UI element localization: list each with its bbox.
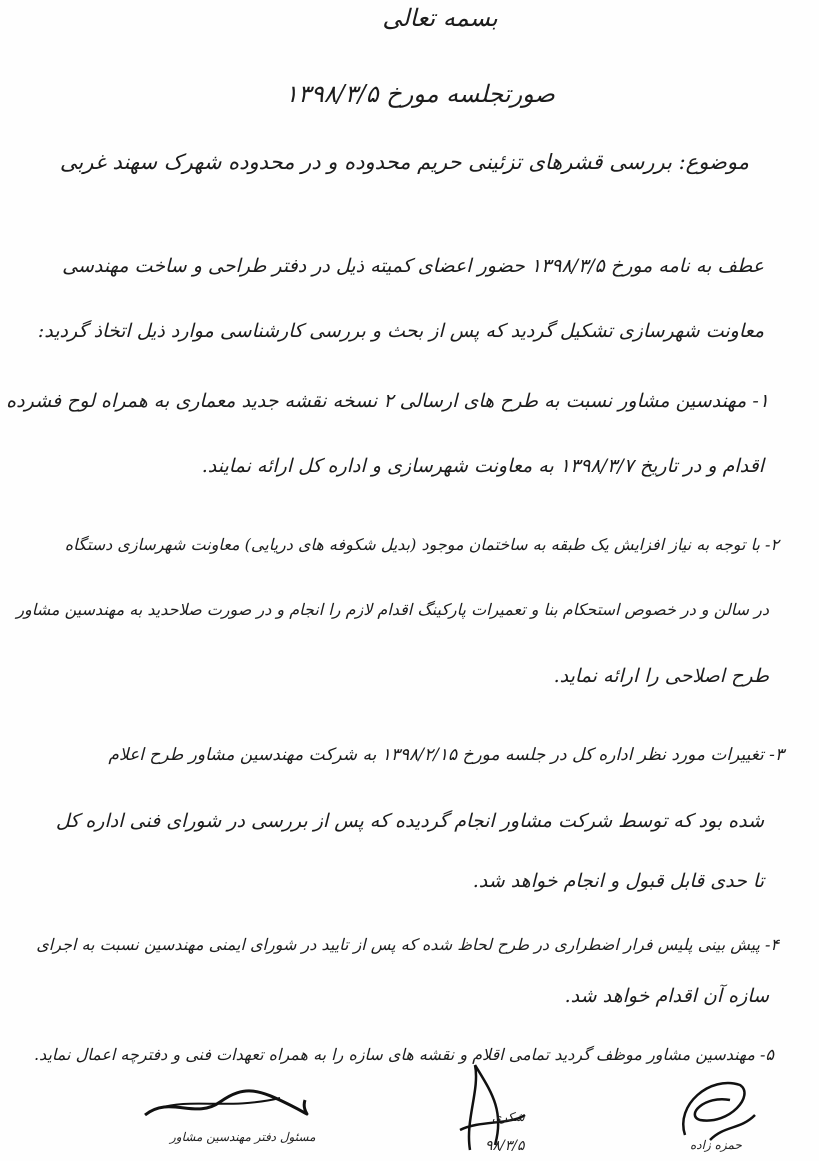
- signature-left: [140, 1080, 310, 1125]
- paragraph-line-5: ۲- با توجه به نیاز افزایش یک طبقه به ساختمان موجود (بدیل شکوفه های دریایی) معاونت شهرسازی دستگاه: [64, 535, 779, 554]
- paragraph-line-12: سازه آن اقدام خواهد شد.: [564, 985, 769, 1007]
- signature-left-label: مسئول دفتر مهندسین مشاور: [170, 1130, 316, 1144]
- subject-line: موضوع: بررسی قشرهای تزئینی حریم محدوده و در محدوده شهرک سهند غربی: [59, 150, 749, 174]
- minutes-heading: صورتجلسه مورخ ۱۳۹۸/۳/۵: [285, 80, 555, 108]
- signature-right: [670, 1065, 760, 1145]
- paragraph-line-2: معاونت شهرسازی تشکیل گردید که پس از بحث و بررسی کارشناسی موارد ذیل اتخاذ گردید:: [37, 320, 764, 342]
- paragraph-line-9: شده بود که توسط شرکت مشاور انجام گردیده که پس از بررسی در شورای فنی اداره کل: [55, 810, 764, 832]
- paragraph-line-3: ۱- مهندسین مشاور نسبت به طرح های ارسالی ۲ نسخه نقشه جدید معماری به همراه لوح فشرده: [6, 390, 769, 412]
- paragraph-line-4: اقدام و در تاریخ ۱۳۹۸/۳/۷ به معاونت شهرسازی و اداره کل ارائه نمایند.: [201, 455, 764, 477]
- signature-center-date: ۹۸/۳/۵: [485, 1138, 525, 1154]
- paragraph-line-1: عطف به نامه مورخ ۱۳۹۸/۳/۵ حضور اعضای کمیته ذیل در دفتر طراحی و ساخت مهندسی: [62, 255, 764, 277]
- paragraph-line-8: ۳- تغییرات مورد نظر اداره کل در جلسه مورخ ۱۳۹۸/۲/۱۵ به شرکت مهندسین مشاور طرح اعلام: [108, 745, 784, 765]
- signature-center-label: شکری: [492, 1110, 525, 1124]
- document-title: بسمه تعالی: [382, 4, 498, 32]
- paragraph-line-11: ۴- پیش بینی پلیس فرار اضطراری در طرح لحاظ شده که پس از تایید در شورای ایمنی مهندسین نسبت به اجرای: [36, 935, 779, 954]
- paragraph-line-7: طرح اصلاحی را ارائه نماید.: [553, 665, 769, 687]
- paragraph-line-10: تا حدی قابل قبول و انجام خواهد شد.: [472, 870, 764, 892]
- signature-right-label: حمزه زاده: [690, 1138, 742, 1152]
- signature-area: [0, 1060, 819, 1160]
- paragraph-line-6: در سالن و در خصوص استحکام بنا و تعمیرات پارکینگ اقدام لازم را انجام و در صورت صلاحدید به مهندسین مشاور: [16, 600, 769, 619]
- paragraph-line-13: ۵- مهندسین مشاور موظف گردید تمامی اقلام و نقشه های سازه را به همراه تعهدات فنی و دفترچه اعمال نماید.: [33, 1045, 774, 1064]
